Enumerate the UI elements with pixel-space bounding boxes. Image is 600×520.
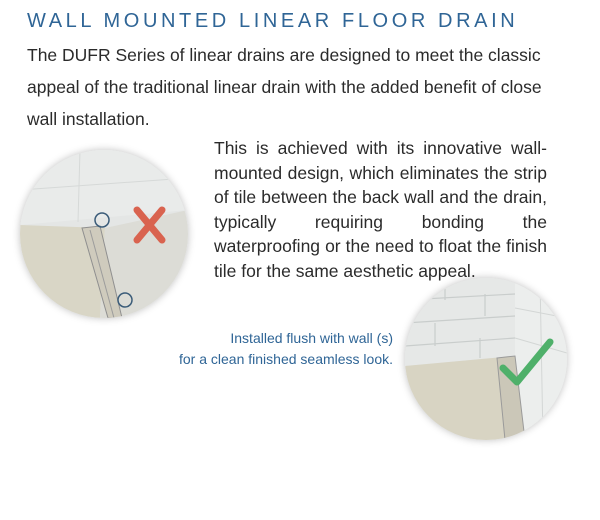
intro-paragraph: The DUFR Series of linear drains are designed to meet the classic appeal of the traditional linear drain with the added benefit of close wall installation. <box>27 45 542 129</box>
caption-line-2: for a clean finished seamless look. <box>179 351 393 367</box>
photo-caption <box>150 328 393 370</box>
body-paragraph: This is achieved with its innovative wall-mounted design, which eliminates the strip of tile between the back wall and the drain, typically requiring bonding the waterproofing or the need to float the finish tile for the same aesthetic appeal. <box>214 138 547 281</box>
page-title: WALL MOUNTED LINEAR FLOOR DRAIN <box>27 10 519 32</box>
traditional-drain-photo <box>20 150 188 318</box>
caption-line-1: Installed flush with wall (s) <box>230 330 393 346</box>
flush-drain-photo <box>405 278 567 440</box>
